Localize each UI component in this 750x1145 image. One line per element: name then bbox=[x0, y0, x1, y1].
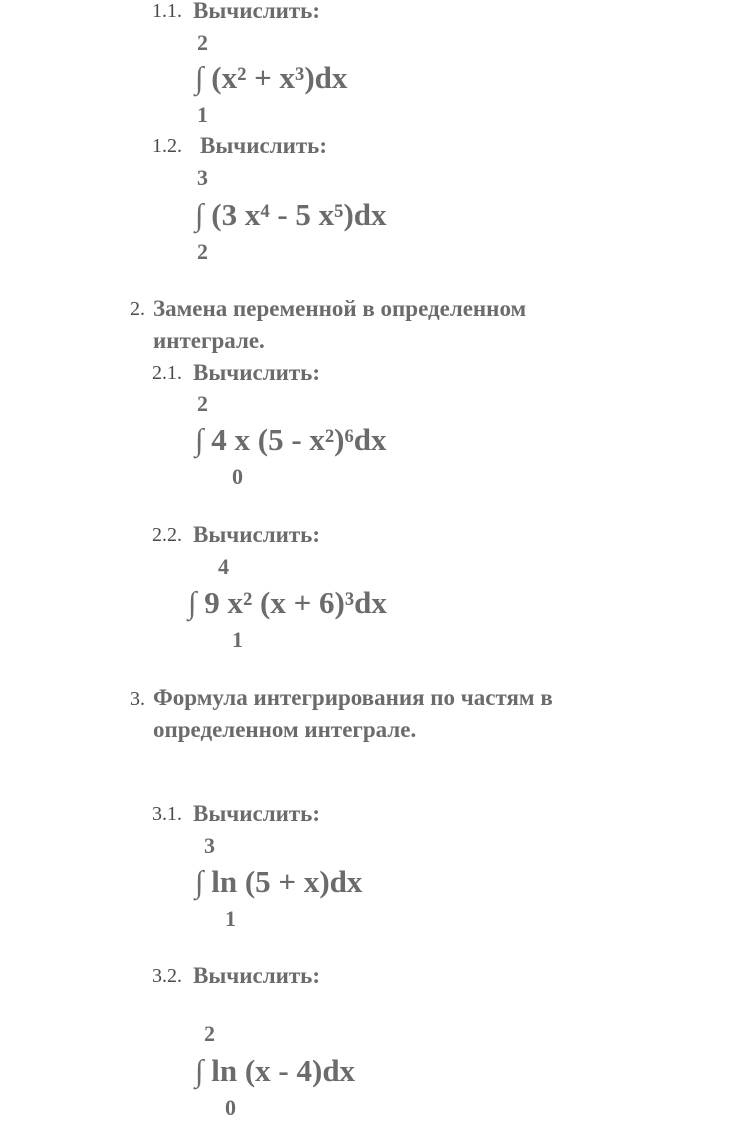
item-number: 1.2. bbox=[152, 135, 182, 157]
integral-expression: ∫ 4 x (5 - x²)⁶dx bbox=[195, 422, 387, 457]
lower-limit: 1 bbox=[197, 102, 208, 127]
upper-limit: 2 bbox=[204, 1021, 215, 1046]
item-number: 1.1. bbox=[152, 0, 182, 22]
lower-limit: 1 bbox=[225, 906, 236, 931]
section-title-line: Замена переменной в определенном bbox=[153, 296, 527, 321]
section-title-line: интеграле. bbox=[153, 328, 265, 353]
section-title-line: определенном интеграле. bbox=[153, 717, 417, 742]
lower-limit: 2 bbox=[197, 239, 208, 264]
upper-limit: 3 bbox=[197, 165, 208, 190]
upper-limit: 4 bbox=[218, 554, 229, 579]
item-label: Вычислить: bbox=[193, 963, 321, 988]
upper-limit: 2 bbox=[197, 30, 208, 55]
upper-limit: 3 bbox=[204, 833, 215, 858]
lower-limit: 0 bbox=[225, 1095, 236, 1120]
item-number: 2.1. bbox=[152, 362, 182, 384]
item-label: Вычислить: bbox=[193, 360, 321, 385]
item-number: 2.2. bbox=[152, 524, 182, 546]
item-label: Вычислить: bbox=[193, 801, 321, 826]
item-number: 3.1. bbox=[152, 803, 182, 825]
item-label: Вычислить: bbox=[193, 522, 321, 547]
integral-expression: ∫ ln (x - 4)dx bbox=[195, 1053, 356, 1088]
item-label: Вычислить: bbox=[200, 133, 328, 158]
integral-expression: ∫ 9 x² (x + 6)³dx bbox=[188, 585, 387, 620]
integral-expression: ∫ ln (5 + x)dx bbox=[195, 864, 363, 899]
upper-limit: 2 bbox=[197, 391, 208, 416]
item-number: 3.2. bbox=[152, 965, 182, 987]
integral-expression: ∫ (x² + x³)dx bbox=[195, 60, 348, 95]
section-number: 2. bbox=[130, 298, 145, 320]
lower-limit: 0 bbox=[232, 464, 243, 489]
lower-limit: 1 bbox=[232, 627, 243, 652]
section-number: 3. bbox=[130, 688, 145, 710]
integral-expression: ∫ (3 x⁴ - 5 x⁵)dx bbox=[195, 197, 387, 232]
item-label: Вычислить: bbox=[193, 0, 321, 23]
section-title-line: Формула интегрирования по частям в bbox=[153, 685, 553, 710]
